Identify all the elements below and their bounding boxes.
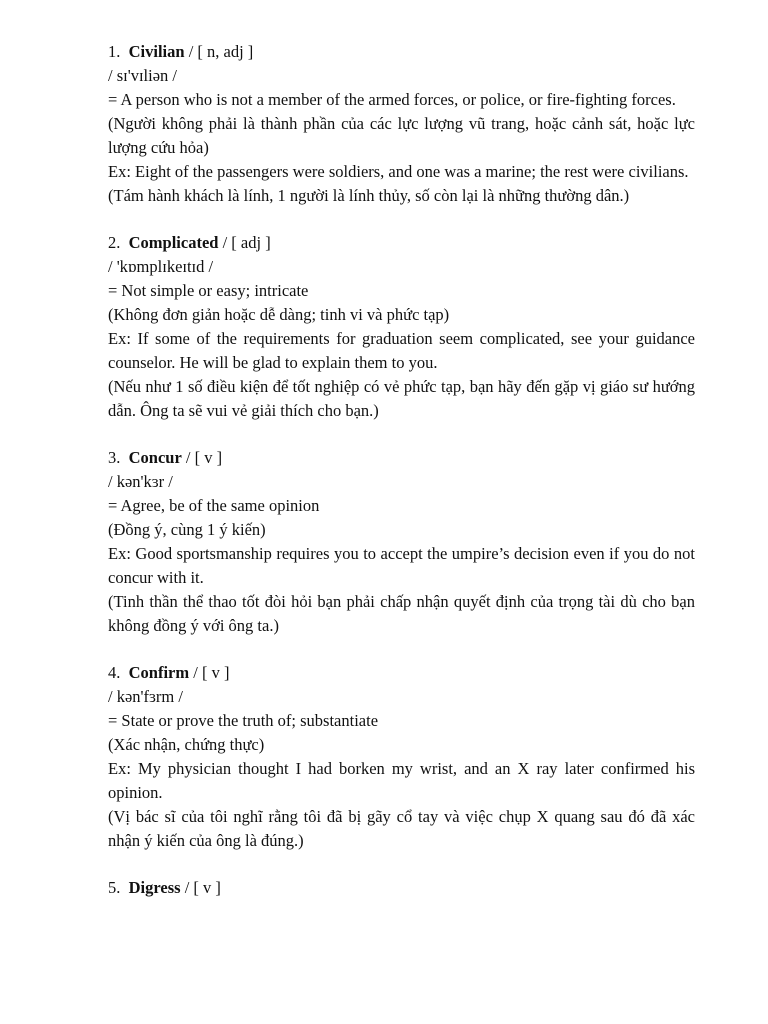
entry-part-of-speech: / [ v ]	[184, 878, 221, 897]
entry-number: 1.	[108, 42, 121, 61]
entry-part-of-speech: / [ v ]	[185, 448, 223, 467]
entry-example: Ex: Eight of the passengers were soldiers, and one was a marine; the rest were civilians.	[108, 162, 689, 181]
entry-heading	[108, 876, 695, 900]
entry-example-vi: (Tám hành khách là lính, 1 người là lính thủy, số còn lại là những thường dân.)	[108, 186, 630, 205]
entry-definition-vi: (Người không phải là thành phần của các lực lượng vũ trang, hoặc cảnh sát, hoặc lực lượng cứu hỏa)	[108, 114, 695, 157]
entry-part-of-speech: / [ adj ]	[222, 233, 271, 252]
vocab-entry-confirm	[108, 661, 695, 853]
entry-definition: = A person who is not a member of the armed forces, or police, or fire-fighting forces.	[108, 90, 676, 109]
entry-pronunciation: / 'kɒmplɪkeɪtɪd /	[108, 257, 214, 276]
entry-word: Complicated	[128, 233, 219, 252]
entry-word: Concur	[128, 448, 182, 467]
entry-pronunciation: / kən'fɜrm /	[108, 687, 183, 706]
entry-number: 3.	[108, 448, 121, 467]
vocab-entry-complicated	[108, 231, 695, 423]
entry-definition: = State or prove the truth of; substantiate	[108, 711, 379, 730]
entry-pronunciation: / sɪ'vɪliən /	[108, 66, 177, 85]
entry-number: 2.	[108, 233, 121, 252]
entry-definition-vi: (Không đơn giản hoặc dễ dàng; tinh vi và phức tạp)	[108, 305, 450, 324]
entry-number: 5.	[108, 878, 121, 897]
entry-part-of-speech: / [ v ]	[193, 663, 230, 682]
entry-heading	[108, 446, 695, 470]
entry-example-vi: (Vị bác sĩ của tôi nghĩ rằng tôi đã bị gãy cổ tay và việc chụp X quang sau đó đã xác nhận ý kiến của ông là đúng.)	[108, 807, 695, 850]
document-page	[108, 40, 695, 923]
entry-word: Confirm	[128, 663, 190, 682]
entry-definition-vi: (Xác nhận, chứng thực)	[108, 735, 265, 754]
entry-example-vi: (Tinh thần thể thao tốt đòi hỏi bạn phải chấp nhận quyết định của trọng tài dù cho bạn không đồng ý với ông ta.)	[108, 592, 695, 635]
vocab-entry-civilian	[108, 40, 695, 208]
vocab-entry-digress	[108, 876, 695, 900]
entry-example-vi: (Nếu như 1 số điều kiện để tốt nghiệp có vẻ phức tạp, bạn hãy đến gặp vị giáo sư hướng dẫn. Ông ta sẽ vui vẻ giải thích cho bạn.)	[108, 377, 695, 420]
vocab-entry-concur	[108, 446, 695, 638]
entry-definition: = Agree, be of the same opinion	[108, 496, 320, 515]
entry-word: Civilian	[128, 42, 185, 61]
entry-example: Ex: My physician thought I had borken my wrist, and an X ray later confirmed his opinion.	[108, 759, 695, 802]
entry-part-of-speech: / [ n, adj ]	[188, 42, 254, 61]
entry-example: Ex: If some of the requirements for graduation seem complicated, see your guidance counselor. He will be glad to explain them to you.	[108, 329, 695, 372]
entry-heading	[108, 40, 695, 64]
entry-example: Ex: Good sportsmanship requires you to accept the umpire’s decision even if you do not concur with it.	[108, 544, 695, 587]
entry-heading	[108, 661, 695, 685]
entry-definition-vi: (Đồng ý, cùng 1 ý kiến)	[108, 520, 266, 539]
entry-definition: = Not simple or easy; intricate	[108, 281, 309, 300]
entry-word: Digress	[128, 878, 181, 897]
entry-number: 4.	[108, 663, 121, 682]
entry-heading	[108, 231, 695, 255]
entry-pronunciation: / kən'kɜr /	[108, 472, 173, 491]
